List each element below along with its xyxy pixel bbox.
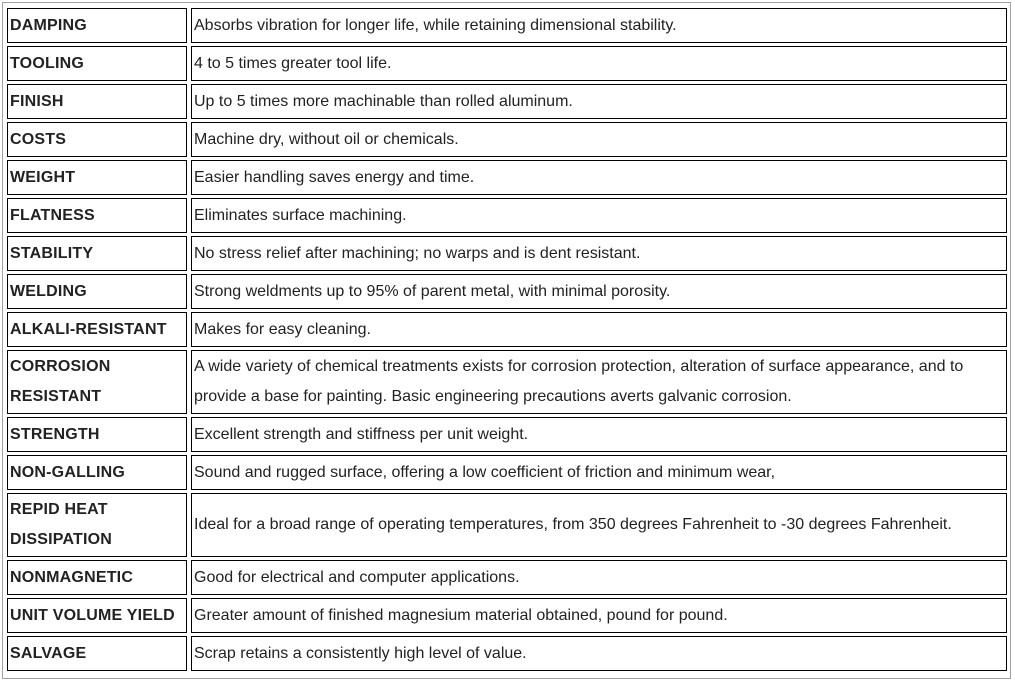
table-row — [7, 560, 1007, 595]
table-row — [7, 636, 1007, 671]
table-row — [7, 598, 1007, 633]
property-label: TOOLING — [7, 46, 187, 81]
property-description: Makes for easy cleaning. — [191, 312, 1007, 347]
property-label: REPID HEAT DISSIPATION — [7, 493, 187, 557]
table-row — [7, 417, 1007, 452]
property-label: WEIGHT — [7, 160, 187, 195]
property-description: Machine dry, without oil or chemicals. — [191, 122, 1007, 157]
property-label: FINISH — [7, 84, 187, 119]
table-row — [7, 274, 1007, 309]
table-row — [7, 122, 1007, 157]
property-label: DAMPING — [7, 8, 187, 43]
property-label: SALVAGE — [7, 636, 187, 671]
property-description: Ideal for a broad range of operating temperatures, from 350 degrees Fahrenheit to -30 degrees Fahrenheit. — [191, 493, 1007, 557]
property-label: NON-GALLING — [7, 455, 187, 490]
table-row — [7, 84, 1007, 119]
properties-table — [3, 5, 1011, 674]
property-label: STABILITY — [7, 236, 187, 271]
property-label: COSTS — [7, 122, 187, 157]
table-row — [7, 198, 1007, 233]
table-row — [7, 312, 1007, 347]
property-label: NONMAGNETIC — [7, 560, 187, 595]
property-label: STRENGTH — [7, 417, 187, 452]
property-description: Sound and rugged surface, offering a low coefficient of friction and minimum wear, — [191, 455, 1007, 490]
property-description: Strong weldments up to 95% of parent metal, with minimal porosity. — [191, 274, 1007, 309]
property-label: FLATNESS — [7, 198, 187, 233]
table-row — [7, 455, 1007, 490]
property-label: WELDING — [7, 274, 187, 309]
property-description: Eliminates surface machining. — [191, 198, 1007, 233]
table-row — [7, 160, 1007, 195]
table-row — [7, 8, 1007, 43]
property-label: ALKALI-RESISTANT — [7, 312, 187, 347]
property-description: Greater amount of finished magnesium material obtained, pound for pound. — [191, 598, 1007, 633]
property-label: UNIT VOLUME YIELD — [7, 598, 187, 633]
property-description: No stress relief after machining; no warps and is dent resistant. — [191, 236, 1007, 271]
properties-table-frame — [2, 2, 1011, 679]
table-row — [7, 46, 1007, 81]
property-description: Scrap retains a consistently high level of value. — [191, 636, 1007, 671]
property-description: Good for electrical and computer applications. — [191, 560, 1007, 595]
table-row — [7, 236, 1007, 271]
property-description: Up to 5 times more machinable than rolled aluminum. — [191, 84, 1007, 119]
property-description: Absorbs vibration for longer life, while retaining dimensional stability. — [191, 8, 1007, 43]
property-description: Easier handling saves energy and time. — [191, 160, 1007, 195]
property-description: A wide variety of chemical treatments exists for corrosion protection, alteration of surface appearance, and to provide a base for painting. Basic engineering precautions averts galvanic corrosion. — [191, 350, 1007, 414]
property-description: 4 to 5 times greater tool life. — [191, 46, 1007, 81]
table-row — [7, 493, 1007, 557]
property-description: Excellent strength and stiffness per unit weight. — [191, 417, 1007, 452]
property-label: CORROSION RESISTANT — [7, 350, 187, 414]
table-row — [7, 350, 1007, 414]
